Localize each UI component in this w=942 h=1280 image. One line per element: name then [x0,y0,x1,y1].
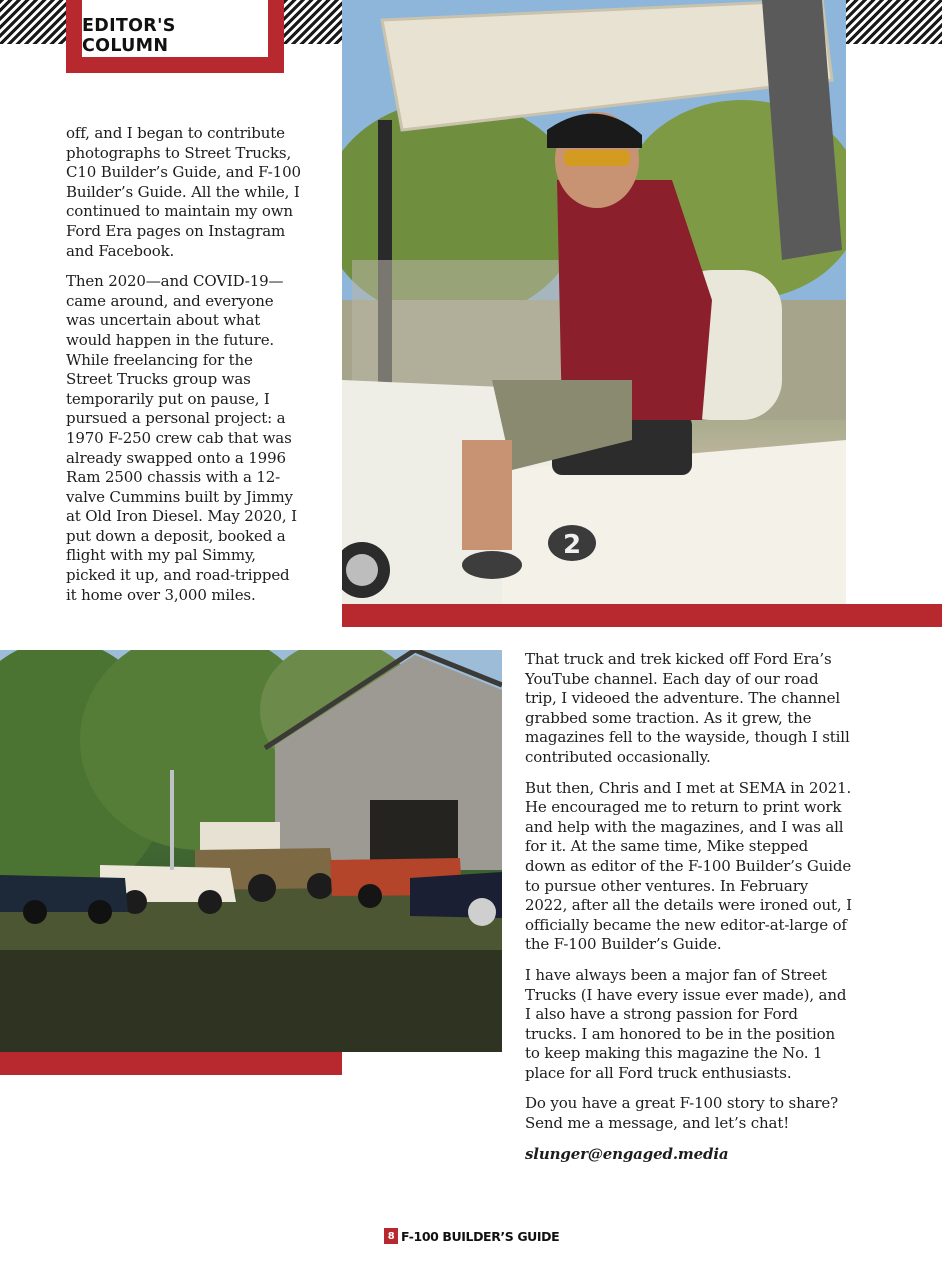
publication-name: F-100 BUILDER’S GUIDE [401,1228,560,1244]
right-paragraph-4: Do you have a great F-100 story to share? Send me a message, and let’s chat! [525,1094,839,1133]
header-hatch-left [0,0,66,44]
barn-trucks-photo [0,650,502,1052]
barn-trucks-illustration [0,650,502,1052]
right-text-column [525,650,853,1175]
accent-bar-bottom [0,1052,342,1075]
accent-bar-top [342,604,942,627]
golf-cart-photo [342,0,846,604]
editors-column-label: EDITOR'S COLUMN [82,15,176,56]
left-paragraph-2: Then 2020—and COVID-19—came around, and everyone was uncertain about what would happen in the future. While freelancing for the Street Trucks group was temporarily put on pause, I pursued a personal project: a 1970 F-250 crew cab that was already swapped onto a 1996 Ram 2500 chassis with a 12-valve Cummins built by Jimmy at Old Iron Diesel. May 2020, I put down a deposit, booked a flight with my pal Simmy, picked it up, and road-tripped it home over 3,000 miles. [66,272,297,604]
header-hatch-middle [284,0,342,44]
editors-column-tag [66,0,284,73]
page-footer [384,1227,559,1245]
left-text-column [66,124,302,616]
editor-email-signature: slunger@engaged.media [525,1144,729,1163]
golf-cart-illustration [342,0,846,604]
page-number: 8 [384,1228,398,1244]
right-paragraph-2: But then, Chris and I met at SEMA in 2021. He encouraged me to return to print work and help with the magazines, and I was all for it. At the same time, Mike stepped down as editor of the F-100 Builder’s Guide to pursue other ventures. In February 2022, after all the details were ironed out, I officially became the new editor-at-large of the F-100 Builder’s Guide. [525,778,852,954]
right-paragraph-3: I have always been a major fan of Street Trucks (I have every issue ever made), and I also have a strong passion for Ford trucks. I am honored to be in the position to keep making this magazine the No. 1 place for all Ford truck enthusiasts. [525,965,847,1082]
left-paragraph-1: off, and I began to contribute photographs to Street Trucks, C10 Builder’s Guide, and F-100 Builder’s Guide. All the while, I continued to maintain my own Ford Era pages on Instagram and Facebook. [66,124,301,260]
right-paragraph-1: That truck and trek kicked off Ford Era’s YouTube channel. Each day of our road trip, I videoed the adventure. The channel grabbed some traction. As it grew, the magazines fell to the wayside, though I still contributed occasionally. [525,650,850,766]
header-hatch-right [846,0,942,44]
golf-cart-number: 2 [562,530,582,560]
